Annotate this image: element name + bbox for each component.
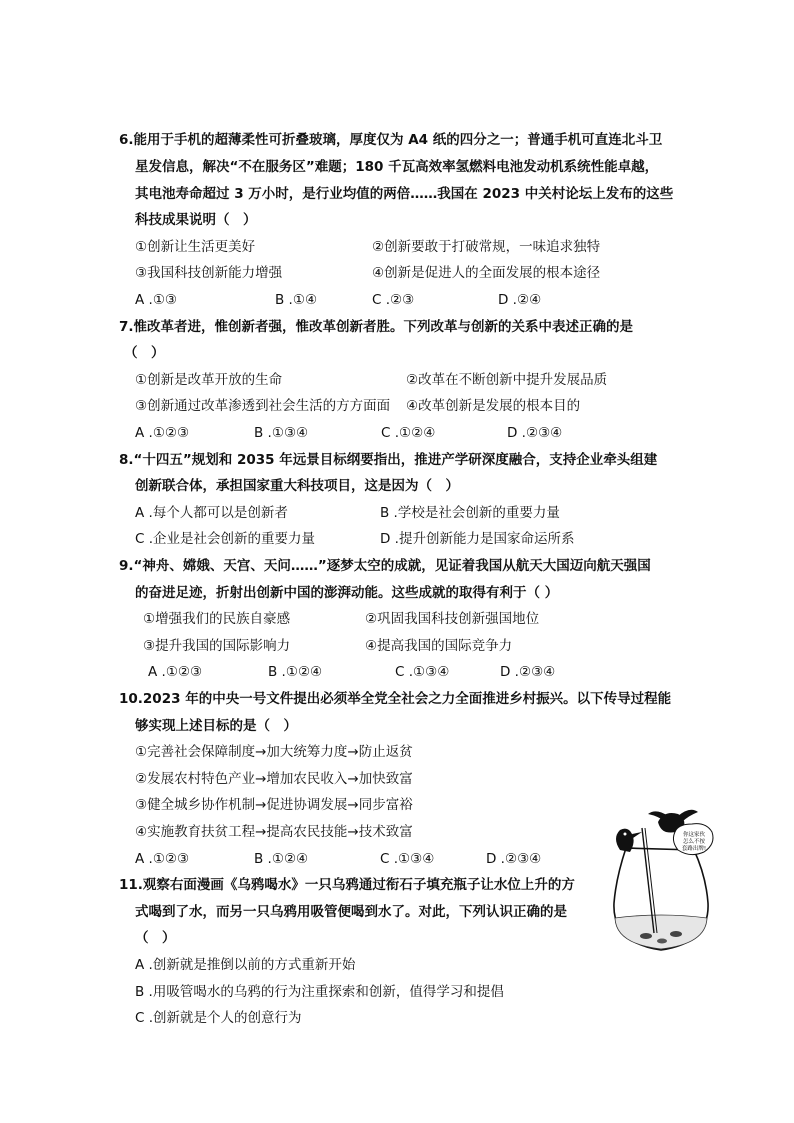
q6-choice-b[interactable]: B .①④ <box>275 292 318 308</box>
q10-choice-d[interactable]: D .②③④ <box>486 851 542 867</box>
q10-item-1: ①完善社会保障制度→加大统筹力度→防止返贫 <box>135 744 413 760</box>
q9-stem-line-1: 9.“神舟、嫦娥、天宫、天问……”逐梦太空的成就，见证着我国从航天大国迈向航天强国 <box>119 558 651 574</box>
pebble <box>670 931 682 937</box>
q6-item-3: ③我国科技创新能力增强 <box>135 265 283 281</box>
bubble-text-2: 怎么不按 <box>682 839 706 845</box>
q9-choice-a[interactable]: A .①②③ <box>148 664 203 680</box>
cartoon-drawing <box>606 808 718 958</box>
pebble <box>640 933 652 939</box>
q9-item-1: ①增强我们的民族自豪感 <box>143 611 291 627</box>
q7-stem-line-1: 7.惟改革者进，惟创新者强，惟改革创新者胜。下列改革与创新的关系中表述正确的是 <box>119 319 634 335</box>
q8-choice-d[interactable]: D .提升创新能力是国家命运所系 <box>380 531 575 547</box>
q6-item-4: ④创新是促进人的全面发展的根本途径 <box>372 265 601 281</box>
q11-stem-line-2: 式喝到了水，而另一只乌鸦用吸管便喝到水了。对此，下列认识正确的是 <box>135 904 567 920</box>
flask-water <box>615 915 707 949</box>
q7-choice-b[interactable]: B .①③④ <box>254 425 309 441</box>
q7-choice-d[interactable]: D .②③④ <box>507 425 563 441</box>
q11-stem-line-3: （ ） <box>135 930 176 946</box>
q9-choice-d[interactable]: D .②③④ <box>500 664 556 680</box>
q7-stem-line-2: （ ） <box>124 345 165 361</box>
q10-item-4: ④实施教育扶贫工程→提高农民技能→技术致富 <box>135 824 413 840</box>
q6-choice-d[interactable]: D .②④ <box>498 292 542 308</box>
bubble-text-3: 套路出牌! <box>681 846 707 852</box>
q6-stem-line-3: 其电池寿命超过 3 万小时，是行业均值的两倍……我国在 2023 中关村论坛上发布的这些 <box>135 186 674 202</box>
q7-choice-c[interactable]: C .①②④ <box>381 425 436 441</box>
q11-choice-c[interactable]: C .创新就是个人的创意行为 <box>135 1010 302 1026</box>
q8-choice-c[interactable]: C .企业是社会创新的重要力量 <box>135 531 316 547</box>
q10-item-2: ②发展农村特色产业→增加农民收入→加快致富 <box>135 771 413 787</box>
q7-item-4: ④改革创新是发展的根本目的 <box>406 398 581 414</box>
q10-choice-b[interactable]: B .①②④ <box>254 851 309 867</box>
q10-stem-line-1: 10.2023 年的中央一号文件提出必须举全党全社会之力全面推进乡村振兴。以下传导过程能 <box>119 691 672 707</box>
q6-stem-line-4: 科技成果说明（ ） <box>135 212 257 228</box>
q8-stem-line-2: 创新联合体，承担国家重大科技项目，这是因为（ ） <box>135 478 459 494</box>
pebble <box>657 939 667 944</box>
q8-choice-a[interactable]: A .每个人都可以是创新者 <box>135 505 288 521</box>
q10-choice-a[interactable]: A .①②③ <box>135 851 190 867</box>
q7-item-3: ③创新通过改革渗透到社会生活的方方面面 <box>135 398 391 414</box>
q7-item-2: ②改革在不断创新中提升发展品质 <box>406 372 608 388</box>
crow-drinking-cartoon <box>606 808 718 958</box>
q6-choice-a[interactable]: A .①③ <box>135 292 178 308</box>
q11-choice-a[interactable]: A .创新就是推倒以前的方式重新开始 <box>135 957 356 973</box>
q6-item-2: ②创新要敢于打破常规，一味追求独特 <box>372 239 601 255</box>
q7-choice-a[interactable]: A .①②③ <box>135 425 190 441</box>
q10-item-3: ③健全城乡协作机制→促进协调发展→同步富裕 <box>135 797 413 813</box>
q8-choice-b[interactable]: B .学校是社会创新的重要力量 <box>380 505 560 521</box>
q9-stem-line-2: 的奋进足迹，折射出创新中国的澎湃动能。这些成就的取得有利于（ ） <box>135 585 559 601</box>
crow-left <box>616 829 634 852</box>
q9-choice-b[interactable]: B .①②④ <box>268 664 323 680</box>
q6-stem-line-1: 6.能用于手机的超薄柔性可折叠玻璃，厚度仅为 A4 纸的四分之一；普通手机可直连北斗卫 <box>119 132 663 148</box>
q6-choice-c[interactable]: C .②③ <box>372 292 415 308</box>
q9-choice-c[interactable]: C .①③④ <box>395 664 450 680</box>
q10-stem-line-2: 够实现上述目标的是（ ） <box>135 718 297 734</box>
q8-stem-line-1: 8.“十四五”规划和 2035 年远景目标纲要指出，推进产学研深度融合，支持企业牵头组建 <box>119 452 658 468</box>
q11-stem-line-1: 11.观察右面漫画《乌鸦喝水》一只乌鸦通过衔石子填充瓶子让水位上升的方 <box>119 877 575 893</box>
q6-item-1: ①创新让生活更美好 <box>135 239 256 255</box>
q9-item-2: ②巩固我国科技创新强国地位 <box>365 611 540 627</box>
q11-choice-b[interactable]: B .用吸管喝水的乌鸦的行为注重探索和创新，值得学习和提倡 <box>135 984 504 1000</box>
q7-item-1: ①创新是改革开放的生命 <box>135 372 283 388</box>
q6-stem-line-2: 星发信息，解决“不在服务区”难题；180 千瓦高效率氢燃料电池发动机系统性能卓越， <box>135 159 659 175</box>
q10-choice-c[interactable]: C .①③④ <box>380 851 435 867</box>
bubble-text-1: 你这家伙 <box>682 832 706 838</box>
q9-item-3: ③提升我国的国际影响力 <box>143 638 291 654</box>
q9-item-4: ④提高我国的国际竞争力 <box>365 638 513 654</box>
